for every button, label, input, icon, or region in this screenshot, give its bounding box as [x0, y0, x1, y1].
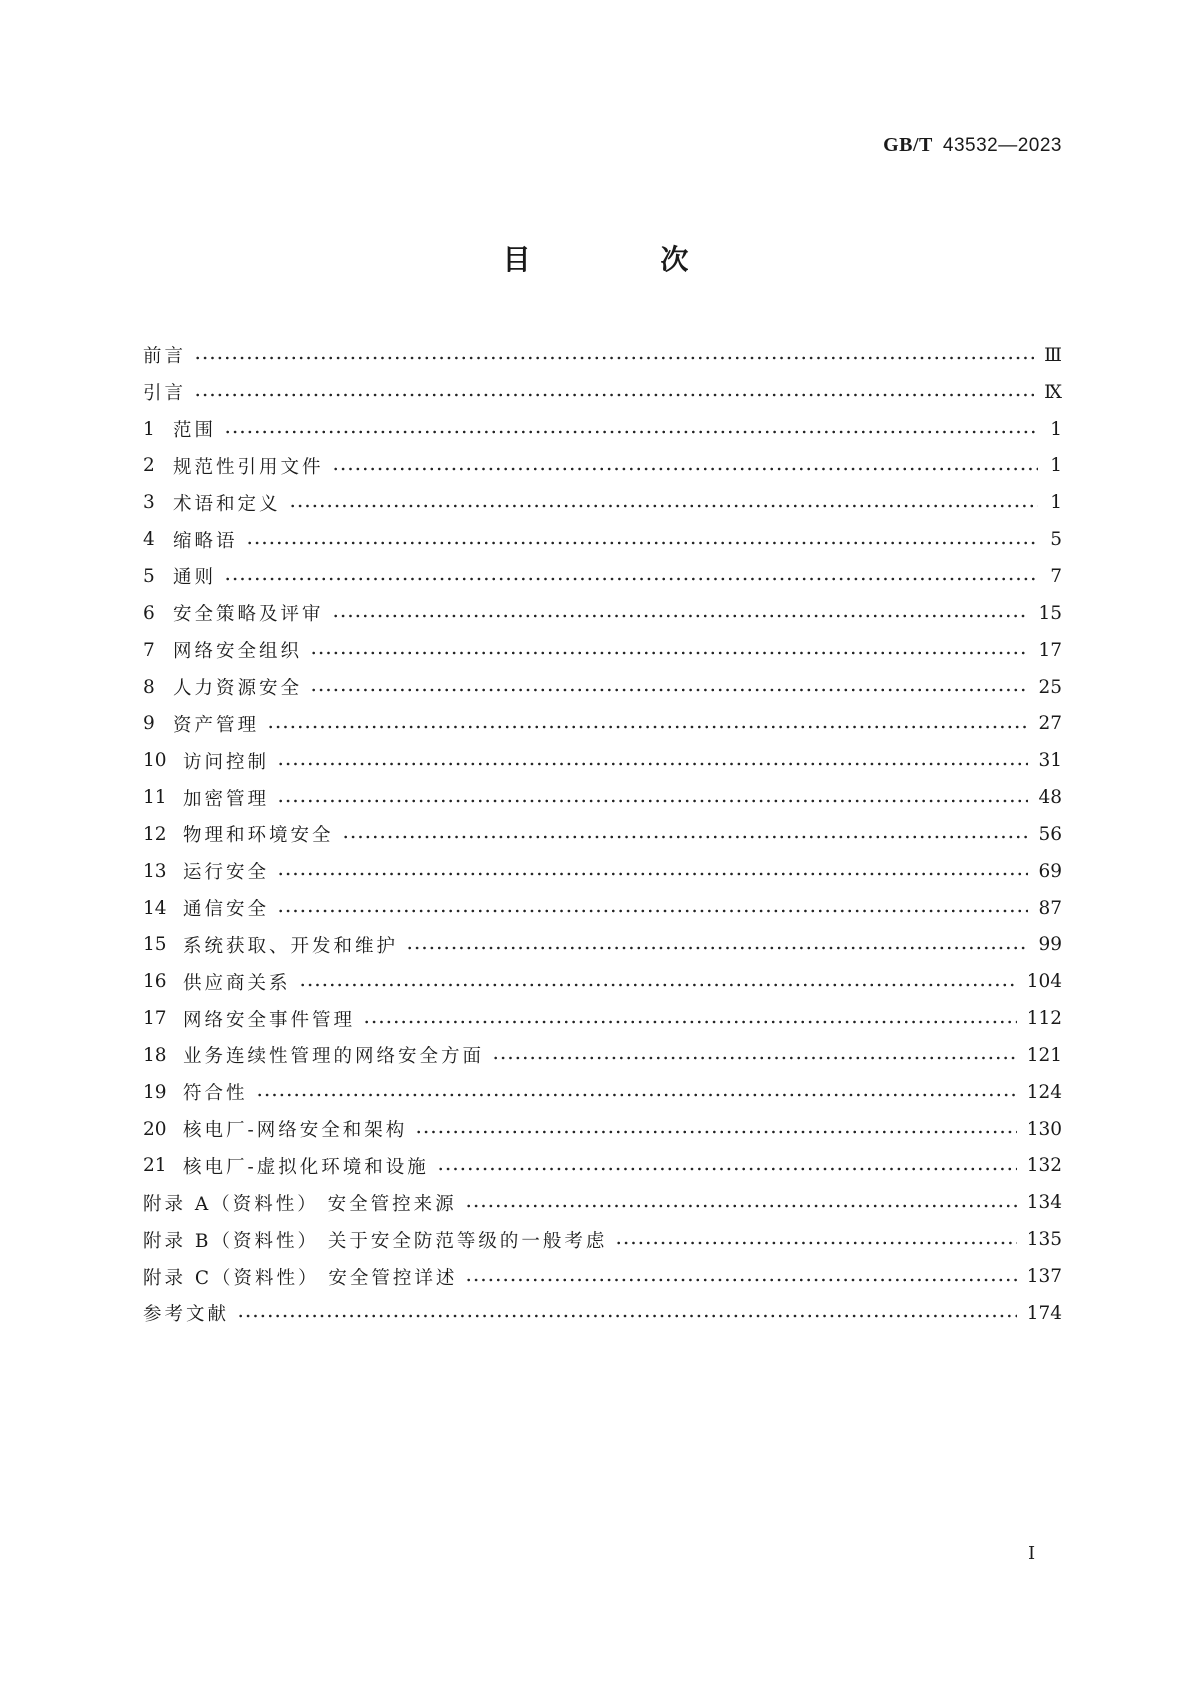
- dot-leader: [194, 356, 1034, 360]
- toc-entry[interactable]: [143, 1148, 1062, 1185]
- toc-entry-page: 69: [1038, 860, 1062, 882]
- dot-leader: [267, 725, 1028, 729]
- toc-entry[interactable]: [143, 853, 1062, 890]
- toc-entry[interactable]: [143, 1000, 1062, 1037]
- toc-entry-page: 134: [1026, 1192, 1062, 1214]
- toc-entry-number: 17: [143, 1008, 167, 1030]
- dot-leader: [277, 762, 1028, 766]
- dot-leader: [289, 504, 1038, 508]
- toc-entry-number: 18: [143, 1044, 167, 1066]
- page-number: I: [1028, 1543, 1036, 1564]
- toc-entry[interactable]: [143, 1037, 1062, 1074]
- toc-entry-title: 参考文献: [143, 1304, 230, 1326]
- toc-entry[interactable]: [143, 705, 1062, 742]
- toc-entry-title: 加密管理: [183, 788, 270, 810]
- dot-leader: [277, 799, 1028, 803]
- toc-entry-number: 8: [143, 676, 155, 698]
- toc-entry-number: 4: [143, 529, 155, 551]
- toc-entry-page: 25: [1038, 676, 1062, 698]
- toc-entry-number: 11: [143, 787, 167, 809]
- toc-entry-title: 附录 B（资料性） 关于安全防范等级的一般考虑: [143, 1230, 608, 1252]
- toc-entry[interactable]: [143, 1221, 1062, 1258]
- dot-leader: [224, 577, 1038, 581]
- dot-leader: [277, 909, 1028, 913]
- toc-entry-page: 135: [1026, 1229, 1062, 1251]
- toc-entry-number: 15: [143, 934, 167, 956]
- toc-entry-number: 2: [143, 455, 155, 477]
- toc-entry[interactable]: [143, 1258, 1062, 1295]
- toc-entry[interactable]: [143, 595, 1062, 632]
- toc-entry-page: 7: [1050, 565, 1062, 587]
- toc-entry-page: 174: [1026, 1302, 1062, 1324]
- toc-entry-page: Ⅲ: [1044, 344, 1062, 366]
- toc-entry-title: 核电厂-虚拟化环境和设施: [183, 1156, 429, 1178]
- toc-entry-number: 7: [143, 639, 155, 661]
- dot-leader: [256, 1093, 1017, 1097]
- toc-entry-title: 物理和环境安全: [183, 825, 334, 847]
- toc-entry-title: 运行安全: [183, 862, 270, 884]
- toc-entry-page: 1: [1050, 492, 1062, 514]
- dot-leader: [277, 872, 1028, 876]
- toc-entry[interactable]: [143, 1295, 1062, 1332]
- toc-entry[interactable]: [143, 1074, 1062, 1111]
- dot-leader: [237, 1314, 1017, 1318]
- toc-entry-number: 19: [143, 1081, 167, 1103]
- toc-entry-page: 27: [1038, 713, 1062, 735]
- toc-entry-page: 112: [1026, 1008, 1062, 1030]
- dot-leader: [299, 983, 1017, 987]
- dot-leader: [363, 1020, 1017, 1024]
- toc-entry-number: 16: [143, 971, 167, 993]
- toc-entry-title: 通则: [173, 567, 217, 589]
- toc-entry-page: 130: [1026, 1118, 1062, 1140]
- toc-entry-title: 范围: [173, 420, 217, 442]
- toc-entry-title: 安全策略及评审: [173, 604, 324, 626]
- toc-entry-page: Ⅸ: [1044, 381, 1062, 403]
- toc-entry[interactable]: [143, 337, 1062, 374]
- toc-entry-page: 31: [1038, 750, 1062, 772]
- table-of-contents: [143, 337, 1062, 1332]
- toc-entry-title: 业务连续性管理的网络安全方面: [183, 1046, 485, 1068]
- toc-entry-title: 资产管理: [173, 714, 260, 736]
- page-title: 目 次: [502, 243, 749, 276]
- toc-entry-page: 5: [1050, 529, 1062, 551]
- toc-entry-title: 附录 A（资料性） 安全管控来源: [143, 1193, 457, 1215]
- toc-entry-page: 48: [1038, 787, 1062, 809]
- dot-leader: [437, 1167, 1017, 1171]
- toc-entry-page: 1: [1050, 455, 1062, 477]
- toc-entry[interactable]: [143, 632, 1062, 669]
- dot-leader: [194, 393, 1034, 397]
- toc-entry-number: 21: [143, 1155, 167, 1177]
- standard-prefix: GB/T: [883, 134, 933, 156]
- dot-leader: [246, 541, 1038, 545]
- toc-entry-title: 前言: [143, 346, 187, 368]
- toc-entry-title: 规范性引用文件: [173, 456, 324, 478]
- toc-entry-page: 99: [1038, 934, 1062, 956]
- toc-entry[interactable]: [143, 890, 1062, 927]
- toc-entry-number: 6: [143, 602, 155, 624]
- toc-entry-title: 附录 C（资料性） 安全管控详述: [143, 1267, 458, 1289]
- toc-entry-title: 人力资源安全: [173, 678, 303, 700]
- toc-entry-number: 12: [143, 823, 167, 845]
- toc-entry-number: 5: [143, 565, 155, 587]
- toc-entry-title: 核电厂-网络安全和架构: [183, 1120, 408, 1142]
- toc-entry-title: 网络安全组织: [173, 641, 303, 663]
- toc-entry-title: 系统获取、开发和维护: [183, 935, 399, 957]
- standard-number-header: [883, 134, 1062, 157]
- toc-entry-number: 10: [143, 750, 167, 772]
- toc-entry-title: 引言: [143, 383, 187, 405]
- toc-entry-page: 56: [1038, 823, 1062, 845]
- toc-entry-page: 1: [1050, 418, 1062, 440]
- toc-entry-page: 104: [1026, 971, 1062, 993]
- dot-leader: [465, 1278, 1016, 1282]
- dot-leader: [465, 1204, 1017, 1208]
- dot-leader: [332, 614, 1029, 618]
- toc-entry-title: 访问控制: [183, 751, 270, 773]
- toc-entry-number: 13: [143, 860, 167, 882]
- toc-entry-page: 17: [1038, 639, 1062, 661]
- toc-entry-title: 术语和定义: [173, 493, 281, 515]
- toc-entry[interactable]: [143, 484, 1062, 521]
- dot-leader: [224, 430, 1038, 434]
- toc-entry-page: 87: [1038, 897, 1062, 919]
- dot-leader: [615, 1241, 1016, 1245]
- toc-entry[interactable]: [143, 1184, 1062, 1221]
- toc-entry-number: 3: [143, 492, 155, 514]
- dot-leader: [406, 946, 1028, 950]
- toc-entry-number: 20: [143, 1118, 167, 1140]
- dot-leader: [492, 1056, 1017, 1060]
- toc-entry[interactable]: [143, 927, 1062, 964]
- toc-entry[interactable]: [143, 448, 1062, 485]
- toc-entry[interactable]: [143, 669, 1062, 706]
- toc-entry-title: 通信安全: [183, 899, 270, 921]
- toc-entry-title: 符合性: [183, 1083, 248, 1105]
- toc-entry-page: 121: [1026, 1044, 1062, 1066]
- toc-entry-title: 供应商关系: [183, 972, 291, 994]
- toc-entry-page: 124: [1026, 1081, 1062, 1103]
- toc-entry[interactable]: [143, 558, 1062, 595]
- toc-entry-number: 14: [143, 897, 167, 919]
- toc-entry[interactable]: [143, 411, 1062, 448]
- toc-entry-title: 网络安全事件管理: [183, 1009, 356, 1031]
- dot-leader: [310, 688, 1028, 692]
- dot-leader: [332, 467, 1038, 471]
- dot-leader: [415, 1130, 1016, 1134]
- toc-entry-page: 132: [1026, 1155, 1062, 1177]
- toc-entry[interactable]: [143, 963, 1062, 1000]
- toc-entry-number: 9: [143, 713, 155, 735]
- toc-entry[interactable]: [143, 374, 1062, 411]
- dot-leader: [310, 651, 1028, 655]
- toc-entry[interactable]: [143, 521, 1062, 558]
- toc-entry-title: 缩略语: [173, 530, 238, 552]
- toc-entry-page: 15: [1038, 602, 1062, 624]
- toc-entry[interactable]: [143, 742, 1062, 779]
- toc-entry-page: 137: [1026, 1266, 1062, 1288]
- toc-entry-number: 1: [143, 418, 155, 440]
- dot-leader: [342, 835, 1029, 839]
- toc-entry[interactable]: [143, 816, 1062, 853]
- standard-number: 43532—2023: [942, 135, 1062, 156]
- toc-entry[interactable]: [143, 779, 1062, 816]
- toc-entry[interactable]: [143, 1111, 1062, 1148]
